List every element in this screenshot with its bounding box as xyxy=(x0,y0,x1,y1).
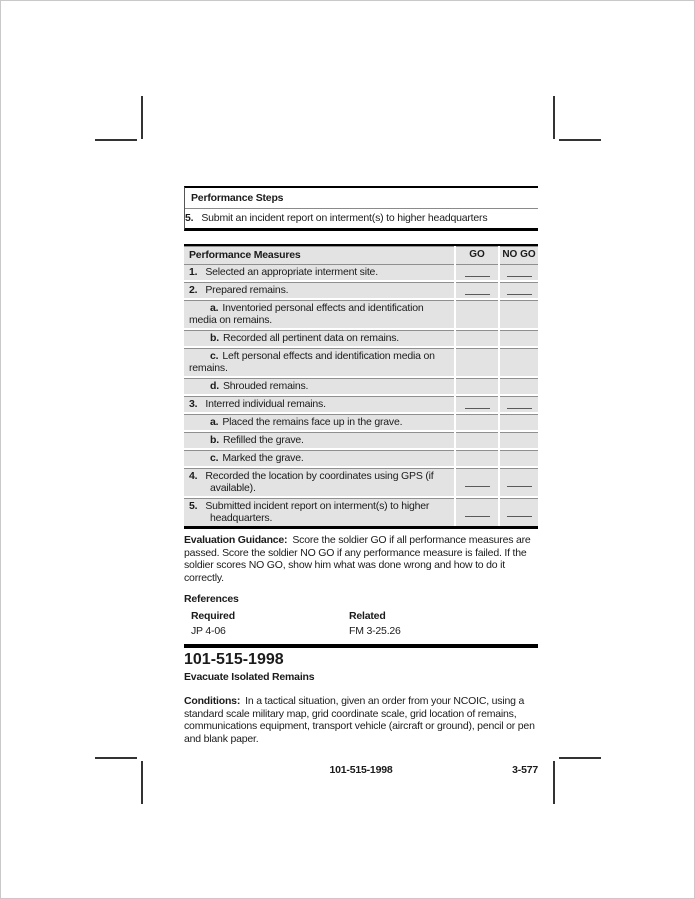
nogo-cell xyxy=(500,282,538,298)
measure-row xyxy=(184,396,538,412)
measure-marker: c. xyxy=(210,452,219,464)
measure-marker: 3. xyxy=(189,398,198,410)
crop-mark-top-right-vertical xyxy=(553,96,555,139)
references-heading: References xyxy=(184,593,239,605)
go-cell xyxy=(456,264,498,280)
footer-task-number: 101-515-1998 xyxy=(329,764,393,776)
crop-mark-bottom-left-vertical xyxy=(141,761,143,804)
go-blank-line xyxy=(465,510,490,517)
measure-row xyxy=(184,498,538,526)
go-cell xyxy=(456,414,498,430)
measures-rows xyxy=(184,264,538,526)
go-blank-line xyxy=(465,402,490,409)
measure-text-cell xyxy=(184,282,454,298)
conditions-label: Conditions: xyxy=(184,695,241,707)
conditions-paragraph xyxy=(184,695,538,745)
nogo-blank-line xyxy=(507,288,532,295)
nogo-cell xyxy=(500,432,538,448)
nogo-blank-line xyxy=(507,270,532,277)
measure-text: Recorded all pertinent data on remains. xyxy=(222,332,399,344)
nogo-cell xyxy=(500,450,538,466)
nogo-cell xyxy=(500,378,538,394)
measure-text: Selected an appropriate interment site. xyxy=(205,266,378,278)
performance-measures-table xyxy=(184,244,538,529)
footer-page-number: 3-577 xyxy=(512,764,538,776)
measure-text: Left personal effects and identification media on remains. xyxy=(189,350,435,374)
go-cell xyxy=(456,432,498,448)
measure-marker: a. xyxy=(210,416,219,428)
measure-marker: c. xyxy=(210,350,219,362)
measure-text-cell xyxy=(184,450,454,466)
measure-row xyxy=(184,300,538,328)
measure-row xyxy=(184,330,538,346)
evaluation-guidance-paragraph xyxy=(184,534,538,584)
step-text: Submit an incident report on interment(s) to higher headquarters xyxy=(201,211,488,224)
go-cell xyxy=(456,378,498,394)
crop-mark-top-left-horizontal xyxy=(95,139,137,141)
measure-text: Placed the remains face up in the grave. xyxy=(222,416,403,428)
measure-row xyxy=(184,282,538,298)
nogo-cell xyxy=(500,468,538,496)
measure-marker: 2. xyxy=(189,284,198,296)
measure-marker: d. xyxy=(210,380,219,392)
measure-text: Marked the grave. xyxy=(222,452,304,464)
conditions-text: In a tactical situation, given an order from your NCOIC, using a standard scale military map, grid coordinate scale, grid location of remains, communications equipment, transport vehicle (aircraft or ground), pencil or pen and blank paper. xyxy=(184,695,535,745)
required-reference-item: JP 4-06 xyxy=(191,625,226,637)
section-divider-rule xyxy=(184,644,538,648)
nogo-cell xyxy=(500,264,538,280)
nogo-cell xyxy=(500,414,538,430)
measure-row xyxy=(184,264,538,280)
step-number: 5. xyxy=(185,211,194,224)
measure-text-cell xyxy=(184,348,454,376)
measure-text-cell xyxy=(184,300,454,328)
measure-row xyxy=(184,450,538,466)
crop-mark-top-right-horizontal xyxy=(559,139,601,141)
measure-row xyxy=(184,432,538,448)
measure-text-cell xyxy=(184,264,454,280)
measure-marker: a. xyxy=(210,302,219,314)
nogo-cell xyxy=(500,396,538,412)
go-blank-line xyxy=(465,480,490,487)
measure-marker: b. xyxy=(210,332,219,344)
measure-text: Prepared remains. xyxy=(205,284,289,296)
measure-text: Refilled the grave. xyxy=(222,434,304,446)
measure-text-cell xyxy=(184,432,454,448)
measure-marker: 1. xyxy=(189,266,198,278)
measures-header-label: Performance Measures xyxy=(184,246,454,264)
nogo-blank-line xyxy=(507,480,532,487)
go-cell xyxy=(456,498,498,526)
measure-row xyxy=(184,468,538,496)
nogo-cell xyxy=(500,498,538,526)
task-number-heading: 101-515-1998 xyxy=(184,650,284,668)
measure-text-cell xyxy=(184,414,454,430)
evaluation-guidance-text: Score the soldier GO if all performance measures are passed. Score the soldier NO GO if any performance measure is failed. If the soldier scores NO GO, show him what was done wrong and how to do it correctly. xyxy=(184,534,531,584)
measures-header-row xyxy=(184,246,538,264)
measure-text: Submitted incident report on interment(s) to higher headquarters. xyxy=(205,500,430,524)
measure-text: Inventoried personal effects and identification media on remains. xyxy=(189,302,424,326)
go-cell xyxy=(456,282,498,298)
crop-mark-bottom-right-horizontal xyxy=(559,757,601,759)
go-blank-line xyxy=(465,270,490,277)
nogo-blank-line xyxy=(507,402,532,409)
measure-text-cell xyxy=(184,330,454,346)
measure-row xyxy=(184,348,538,376)
nogo-cell xyxy=(500,348,538,376)
required-column-label: Required xyxy=(191,609,235,622)
measure-marker: b. xyxy=(210,434,219,446)
go-cell xyxy=(456,450,498,466)
performance-step-row xyxy=(185,209,538,229)
references-columns xyxy=(184,610,538,638)
go-cell xyxy=(456,396,498,412)
performance-steps-header: Performance Steps xyxy=(185,188,538,209)
crop-mark-bottom-right-vertical xyxy=(553,761,555,804)
measure-text: Interred individual remains. xyxy=(205,398,326,410)
go-cell xyxy=(456,330,498,346)
performance-steps-table xyxy=(184,186,538,231)
related-column-label: Related xyxy=(349,609,386,622)
measure-marker: 5. xyxy=(189,500,198,512)
measure-row xyxy=(184,414,538,430)
nogo-blank-line xyxy=(507,510,532,517)
nogo-cell xyxy=(500,330,538,346)
nogo-cell xyxy=(500,300,538,328)
nogo-column-header: NO GO xyxy=(500,246,538,264)
crop-mark-top-left-vertical xyxy=(141,96,143,139)
go-blank-line xyxy=(465,288,490,295)
measure-text-cell xyxy=(184,468,454,496)
measure-marker: 4. xyxy=(189,470,198,482)
go-cell xyxy=(456,348,498,376)
measure-text-cell xyxy=(184,396,454,412)
page-content xyxy=(184,186,538,777)
measure-row xyxy=(184,378,538,394)
measure-text: Shrouded remains. xyxy=(222,380,309,392)
related-reference-item: FM 3-25.26 xyxy=(349,625,401,637)
page-footer xyxy=(184,764,538,777)
task-title: Evacuate Isolated Remains xyxy=(184,670,315,683)
measure-text-cell xyxy=(184,378,454,394)
go-cell xyxy=(456,300,498,328)
measure-text-cell xyxy=(184,498,454,526)
go-column-header: GO xyxy=(456,246,498,264)
evaluation-guidance-label: Evaluation Guidance: xyxy=(184,534,288,546)
crop-mark-bottom-left-horizontal xyxy=(95,757,137,759)
measure-text: Recorded the location by coordinates using GPS (if available). xyxy=(205,470,434,494)
go-cell xyxy=(456,468,498,496)
